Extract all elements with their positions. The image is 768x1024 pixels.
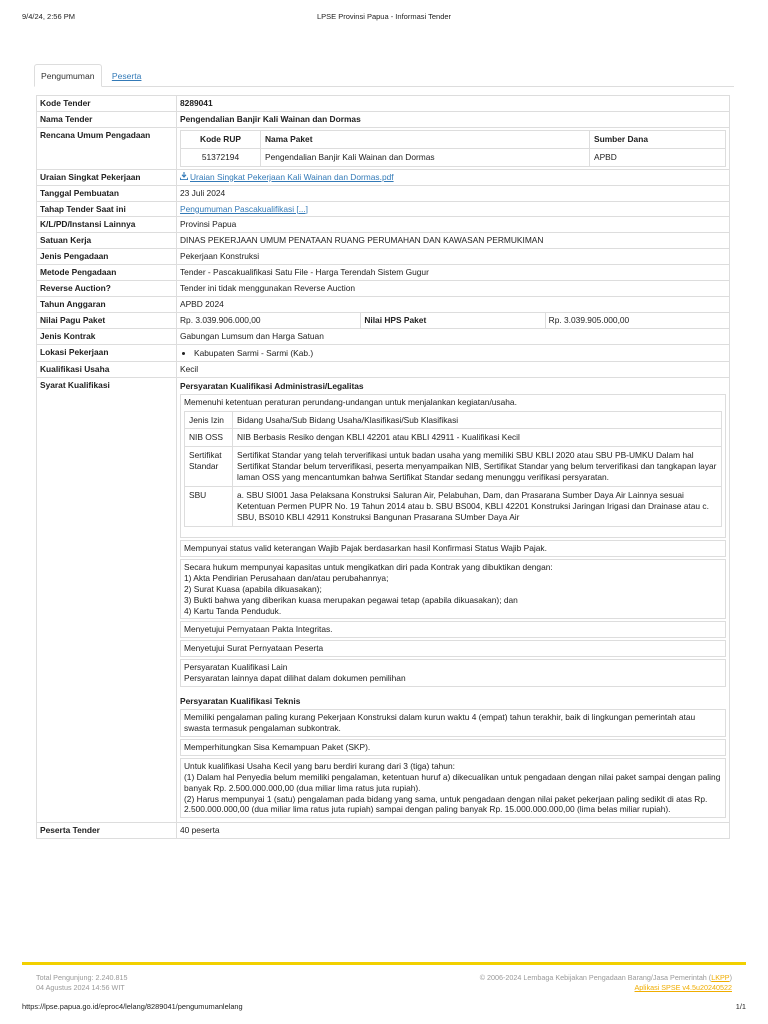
- label-jenis-pengadaan: Jenis Pengadaan: [37, 249, 177, 265]
- hukum-line: 4) Kartu Tanda Penduduk.: [184, 605, 282, 616]
- footer-left: [36, 973, 128, 994]
- tahap-link[interactable]: Pengumuman Pascakualifikasi [...]: [180, 203, 309, 214]
- print-page-number: 1/1: [735, 1002, 746, 1011]
- value-jenis-kontrak: Gabungan Lumsum dan Harga Satuan: [177, 328, 730, 344]
- value-uraian: [177, 169, 730, 185]
- izin-value: Bidang Usaha/Sub Bidang Usaha/Klasifikasi/Sub Klasifikasi: [233, 411, 722, 429]
- pakta-requirement: Menyetujui Pernyataan Pakta Integritas.: [180, 621, 726, 638]
- label-pagu: Nilai Pagu Paket: [37, 312, 177, 328]
- print-footer: [22, 1002, 746, 1012]
- print-url: https://lpse.papua.go.id/eproc4/lelang/8289041/pengumumanlelang: [22, 1002, 243, 1011]
- value-lokasi: [177, 344, 730, 361]
- value-kode-tender: 8289041: [177, 96, 730, 112]
- label-syarat: Syarat Kualifikasi: [37, 377, 177, 823]
- copyright: © 2006-2024 Lembaga Kebijakan Pengadaan Barang/Jasa Pemerintah (LKPP): [479, 973, 732, 982]
- rup-header-nama: Nama Paket: [261, 130, 590, 148]
- pajak-requirement: Mempunyai status valid keterangan Wajib Pajak berdasarkan hasil Konfirmasi Status Wajib Pajak.: [180, 540, 726, 557]
- table-row: [185, 447, 722, 487]
- teknis-section-title: Persyaratan Kualifikasi Teknis: [180, 696, 301, 707]
- tab-bar: [34, 64, 734, 87]
- izin-value: a. SBU SI001 Jasa Pelaksana Konstruksi Saluran Air, Pelabuhan, Dam, dan Prasarana Sumber Daya Air Lainnya sesuai Ketentuan Permen PUPR No. 19 Tahun 2014 atau b. SBU BS004, KBLI 42201 Konstruksi Jaringan Irigasi dan Drainase atau c. SBU, BS010 KBLI 42911 Konstruksi Bangunan Prasarana SUmber Daya Air: [233, 487, 722, 527]
- hukum-line: 2) Surat Kuasa (apabila dikuasakan);: [184, 583, 322, 594]
- label-tahap: Tahap Tender Saat ini: [37, 201, 177, 217]
- row-peserta: [37, 823, 730, 839]
- value-reverse: Tender ini tidak menggunakan Reverse Auction: [177, 281, 730, 297]
- izin-key: Jenis Izin: [185, 411, 233, 429]
- rup-header-row: [181, 130, 726, 148]
- tab-peserta[interactable]: Peserta: [111, 71, 142, 81]
- label-jenis-kontrak: Jenis Kontrak: [37, 328, 177, 344]
- value-hps: Rp. 3.039.905.000,00: [545, 312, 729, 328]
- rup-nama: Pengendalian Banjir Kali Wainan dan Dormas: [261, 148, 590, 166]
- value-klpd: Provinsi Papua: [177, 217, 730, 233]
- uraian-download-link[interactable]: [180, 172, 394, 182]
- site-footer: [22, 962, 746, 994]
- label-lokasi: Lokasi Pekerjaan: [37, 344, 177, 361]
- kecil-line: (1) Dalam hal Penyedia belum memiliki pengalaman, ketentuan huruf a) dikecualikan untuk pengadaan dengan nilai paket sampai dengan paling banyak Rp. 2.500.000.000,00 (dua miliar lima ratus juta rupiah).: [184, 771, 721, 793]
- lain-requirement: [180, 659, 726, 687]
- skp-requirement: Memperhitungkan Sisa Kemampuan Paket (SKP).: [180, 739, 726, 756]
- surat-requirement: Menyetujui Surat Pernyataan Peserta: [180, 640, 726, 657]
- value-tanggal: 23 Juli 2024: [177, 185, 730, 201]
- lokasi-list: [180, 348, 726, 359]
- row-rencana-umum: [37, 127, 730, 169]
- visitor-count: Total Pengunjung: 2.240.815: [36, 973, 128, 982]
- label-tahun: Tahun Anggaran: [37, 297, 177, 313]
- label-kualifikasi-usaha: Kualifikasi Usaha: [37, 361, 177, 377]
- value-tahap: [177, 201, 730, 217]
- label-reverse: Reverse Auction?: [37, 281, 177, 297]
- row-tanggal: [37, 185, 730, 201]
- row-kualifikasi-usaha: [37, 361, 730, 377]
- hukum-line: 1) Akta Pendirian Perusahaan dan/atau perubahannya;: [184, 572, 389, 583]
- print-title: LPSE Provinsi Papua - Informasi Tender: [316, 12, 452, 21]
- rup-header-kode: Kode RUP: [181, 130, 261, 148]
- izin-key: NIB OSS: [185, 429, 233, 447]
- izin-key: SBU: [185, 487, 233, 527]
- footer-datetime: 04 Agustus 2024 14:56 WIT: [36, 983, 125, 993]
- kecil-line: Untuk kualifikasi Usaha Kecil yang baru berdiri kurang dari 3 (tiga) tahun:: [184, 760, 455, 771]
- label-uraian: Uraian Singkat Pekerjaan: [37, 169, 177, 185]
- kecil-line: (2) Harus mempunyai 1 (satu) pengalaman pada bidang yang sama, untuk pengadaan dengan nilai paket pekerjaan paling sedikit di atas Rp. 2.500.000.000,00 (dua miliar lima ratus juta rupiah) sampai dengan paling banyak Rp. 15.000.000.000,00 (lima belas miliar rupiah).: [184, 793, 708, 815]
- admin-intro: Memenuhi ketentuan peraturan perundang-undangan untuk menjalankan kegiatan/usaha.: [184, 396, 517, 407]
- row-lokasi: [37, 344, 730, 361]
- table-row: [185, 487, 722, 527]
- izin-table: [184, 411, 722, 527]
- hukum-requirement: [180, 559, 726, 620]
- hukum-line: 3) Bukti bahwa yang diberikan kuasa merupakan pegawai tetap (apabila dikuasakan); dan: [184, 594, 518, 605]
- admin-section-title: Persyaratan Kualifikasi Administrasi/Legalitas: [180, 380, 364, 391]
- download-icon: [180, 172, 188, 183]
- label-satuan-kerja: Satuan Kerja: [37, 233, 177, 249]
- row-tahap: [37, 201, 730, 217]
- value-pagu: Rp. 3.039.906.000,00: [177, 312, 361, 328]
- row-reverse: [37, 281, 730, 297]
- table-row: [181, 148, 726, 166]
- label-kode-tender: Kode Tender: [37, 96, 177, 112]
- print-date: 9/4/24, 2:56 PM: [22, 12, 75, 21]
- print-header: [22, 12, 746, 24]
- rup-header-sumber: Sumber Dana: [590, 130, 726, 148]
- row-klpd: [37, 217, 730, 233]
- value-satuan-kerja: DINAS PEKERJAAN UMUM PENATAAN RUANG PERUMAHAN DAN KAWASAN PERMUKIMAN: [177, 233, 730, 249]
- label-metode: Metode Pengadaan: [37, 265, 177, 281]
- kecil-requirement: [180, 758, 726, 819]
- label-nama-tender: Nama Tender: [37, 111, 177, 127]
- pengalaman-requirement: Memiliki pengalaman paling kurang Pekerjaan Konstruksi dalam kurun waktu 4 (empat) tahun terakhir, baik di lingkungan pemerintah atau swasta termasuk pengalaman subkontrak.: [180, 709, 726, 737]
- row-tahun: [37, 297, 730, 313]
- row-metode: [37, 265, 730, 281]
- row-nama-tender: [37, 111, 730, 127]
- value-nama-tender: Pengendalian Banjir Kali Wainan dan Dormas: [177, 111, 730, 127]
- row-satuan-kerja: [37, 233, 730, 249]
- label-hps: Nilai HPS Paket: [361, 312, 545, 328]
- value-peserta: 40 peserta: [177, 823, 730, 839]
- value-metode: Tender - Pascakualifikasi Satu File - Harga Terendah Sistem Gugur: [177, 265, 730, 281]
- row-pagu: [37, 312, 730, 328]
- value-kualifikasi-usaha: Kecil: [177, 361, 730, 377]
- rup-sumber: APBD: [590, 148, 726, 166]
- rup-kode: 51372194: [181, 148, 261, 166]
- value-syarat: [177, 377, 730, 823]
- footer-right: [480, 973, 732, 994]
- value-rencana-umum: [177, 127, 730, 169]
- label-tanggal: Tanggal Pembuatan: [37, 185, 177, 201]
- row-jenis-pengadaan: [37, 249, 730, 265]
- lain-line: Persyaratan lainnya dapat dilihat dalam dokumen pemilihan: [184, 673, 406, 684]
- row-uraian: [37, 169, 730, 185]
- table-row: [185, 411, 722, 429]
- row-syarat: [37, 377, 730, 823]
- tab-pengumuman[interactable]: Pengumuman: [34, 64, 102, 87]
- izin-key: Sertifikat Standar: [185, 447, 233, 487]
- izin-value: NIB Berbasis Resiko dengan KBLI 42201 atau KBLI 42911 - Kualifikasi Kecil: [233, 429, 722, 447]
- value-tahun: APBD 2024: [177, 297, 730, 313]
- tender-info: [36, 95, 730, 839]
- value-jenis-pengadaan: Pekerjaan Konstruksi: [177, 249, 730, 265]
- app-version-link[interactable]: Aplikasi SPSE v4.5u20240522: [634, 983, 732, 993]
- label-rencana-umum: Rencana Umum Pengadaan: [37, 127, 177, 169]
- uraian-link-text: Uraian Singkat Pekerjaan Kali Wainan dan Dormas.pdf: [190, 171, 394, 182]
- row-jenis-kontrak: [37, 328, 730, 344]
- label-klpd: K/L/PD/Instansi Lainnya: [37, 217, 177, 233]
- rup-table: [180, 130, 726, 167]
- label-peserta: Peserta Tender: [37, 823, 177, 839]
- izin-value: Sertifikat Standar yang telah terverifikasi untuk badan usaha yang memiliki SBU KBLI 2020 atau SBU PB-UMKU Dalam hal Sertifikat Standar belum terverifikasi, peserta menyampaikan NIB, Sertifikat Standar yang belum terverifikasi dan tangkapan layar laman OSS yang mencantumkan bahwa Sertifikat Standar sedang menunggu verifikasi persyaratan.: [233, 447, 722, 487]
- list-item: • Kabupaten Sarmi - Sarmi (Kab.): [194, 348, 726, 359]
- lkpp-link[interactable]: LKPP: [711, 973, 730, 982]
- table-row: [185, 429, 722, 447]
- tender-info-table: [36, 95, 730, 839]
- lain-line: Persyaratan Kualifikasi Lain: [184, 662, 288, 673]
- hukum-line: Secara hukum mempunyai kapasitas untuk mengikatkan diri pada Kontrak yang dibuktikan dengan:: [184, 561, 553, 572]
- row-kode-tender: [37, 96, 730, 112]
- admin-requirement-box: [180, 394, 726, 538]
